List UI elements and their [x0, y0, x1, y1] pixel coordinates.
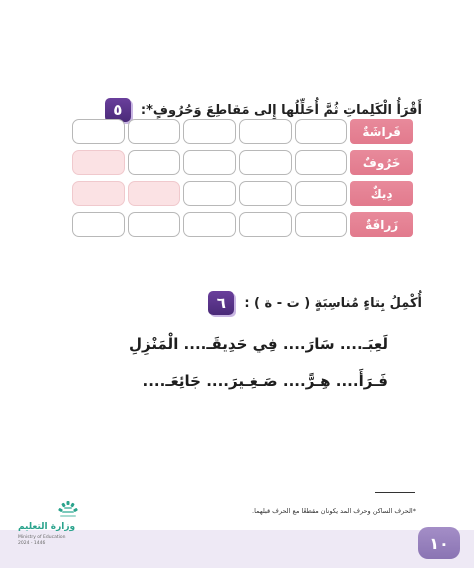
grid-row-3	[72, 181, 413, 206]
answer-cell[interactable]	[239, 150, 292, 175]
answer-cell-shaded[interactable]	[128, 181, 181, 206]
grid-row-4	[72, 212, 413, 237]
answer-cell[interactable]	[72, 212, 125, 237]
answer-cell[interactable]	[295, 150, 348, 175]
ministry-name-english: Ministry of Education	[18, 535, 66, 540]
answer-cell[interactable]	[295, 181, 348, 206]
footnote-divider	[375, 492, 415, 493]
question-6-header	[208, 291, 422, 315]
ministry-name-arabic: وزارة التعليم	[18, 522, 76, 532]
answer-cell[interactable]	[128, 150, 181, 175]
question-5-instruction: أَقْرَأُ الْكَلِماتِ ثُمَّ أُحَلِّلُها إِلى مَقاطِعَ وَحُرُوفٍ*:	[140, 102, 422, 118]
answer-cell[interactable]	[239, 119, 292, 144]
question-6-number: ٦	[208, 291, 234, 315]
word-label: دِيكٌ	[350, 181, 413, 206]
answer-cell[interactable]	[295, 212, 348, 237]
answer-cell[interactable]	[183, 150, 236, 175]
answer-cell[interactable]	[72, 119, 125, 144]
word-label: فَراشَةٌ	[350, 119, 413, 144]
answer-cell[interactable]	[183, 212, 236, 237]
page-number: ١٠	[418, 527, 460, 559]
syllable-grid	[72, 119, 413, 243]
question-6-instruction: أُكْمِلُ بِتاءٍ مُناسِبَةٍ ( ت - ة ) :	[244, 295, 422, 311]
ministry-logo-icon	[56, 500, 80, 522]
answer-cell-shaded[interactable]	[72, 181, 125, 206]
ministry-year: 2024 - 1446	[18, 541, 46, 546]
answer-cell[interactable]	[183, 119, 236, 144]
answer-cell[interactable]	[128, 119, 181, 144]
answer-cell[interactable]	[128, 212, 181, 237]
exercise-line-1[interactable]: لَعِبَـ.... سَارَ.... فِي حَدِيقَـ.... الْمَنْزِلِ	[129, 335, 388, 353]
question-5-number: ٥	[105, 98, 131, 122]
answer-cell[interactable]	[295, 119, 348, 144]
word-label: زَرافَةٌ	[350, 212, 413, 237]
grid-row-2	[72, 150, 413, 175]
exercise-line-2[interactable]: فَـرَأَ.... هِـرًّ.... صَـغِـيرَ.... جَائِعَـ....	[142, 372, 388, 390]
answer-cell[interactable]	[239, 181, 292, 206]
answer-cell[interactable]	[239, 212, 292, 237]
word-label: خَرُوفٌ	[350, 150, 413, 175]
answer-cell-shaded[interactable]	[72, 150, 125, 175]
answer-cell[interactable]	[183, 181, 236, 206]
ministry-logo-block	[18, 500, 78, 550]
footnote: *الحرف الساكن وحرف المد يكونان مقطعًا مع الحرف قبلهما.	[252, 507, 416, 515]
grid-row-1	[72, 119, 413, 144]
